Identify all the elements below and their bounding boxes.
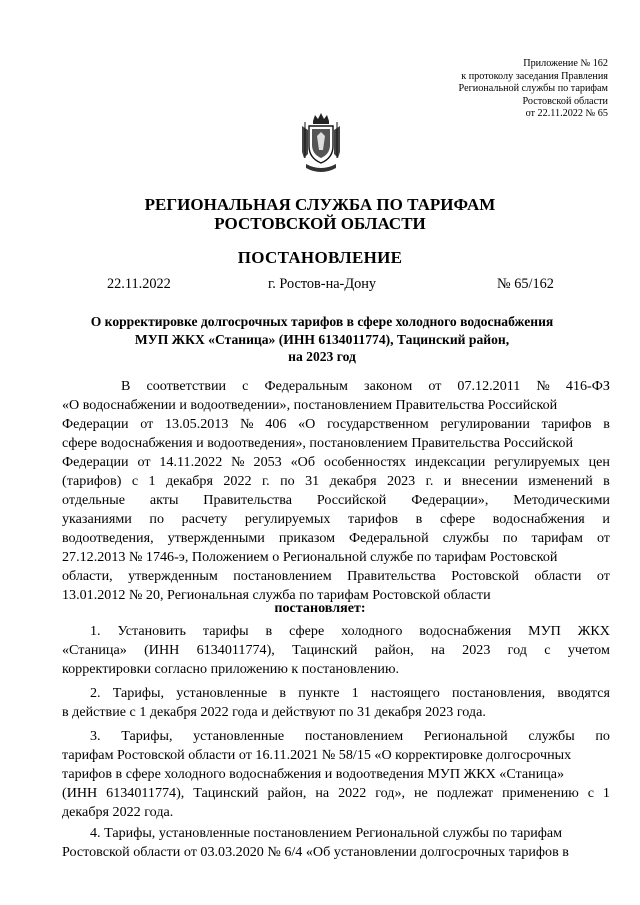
word: 1 [602,785,610,801]
word: установленные [193,728,285,744]
agency-name-line1: РЕГИОНАЛЬНАЯ СЛУЖБА ПО ТАРИФАМ [144,195,496,214]
word: 13.05.2013 [165,416,229,432]
text-line [62,844,610,861]
word: законом [364,378,413,394]
word: ЖКХ [577,623,610,639]
word: Ростовской области от 03.03.2020 № 6/4 «Об установлении долгосрочных тарифов в [62,844,569,860]
text-line [62,549,610,566]
word: водоснабжения [492,511,585,527]
word: район, [267,785,307,801]
word: МУП [528,623,561,639]
subject-line: МУП ЖКХ «Станица» (ИНН 6134011774), Тацинский район, [134,331,510,347]
text-line [62,766,610,783]
word: 416-ФЗ [565,378,610,394]
word: от [137,454,151,470]
word: водоснабжения [419,623,512,639]
word: вводятся [557,685,610,701]
text-line [62,511,610,528]
subject-line: на 2023 год [288,349,356,364]
word: по [280,473,295,489]
text-line [62,530,610,547]
word: (ИНН [62,785,98,801]
document-type-title: ПОСТАНОВЛЕНИЕ [237,248,403,267]
word: г. [425,473,434,489]
word: цен [588,454,610,470]
word: «Станица» [62,642,127,658]
word: холодного [341,623,403,639]
word: пункте [298,685,340,701]
word: год», [375,785,406,801]
word: 4. Тарифы, установленные постановлением Региональной службы по тарифам [90,825,563,841]
word: 2022 [338,785,367,801]
word: постановлением [233,568,332,584]
word: расчету [181,511,228,527]
word: район, [374,642,414,658]
word: акты [149,492,179,508]
word: от [596,530,610,546]
word: регулируемых [494,454,580,470]
word: 6134011774), [196,642,275,658]
word: в [265,623,273,639]
word: № [240,416,254,432]
word: внесении [461,473,518,489]
word: 6134011774), [106,785,185,801]
word: № [536,378,550,394]
word: Российской [316,492,387,508]
word: сфере [289,623,325,639]
word: в [603,473,610,489]
word: службы [528,728,575,744]
word: регулировании [440,416,530,432]
word: Тарифы, [112,685,164,701]
text-line [90,728,610,745]
appendix-line: от 22.11.2022 № 65 [525,108,608,120]
word: на [431,642,445,658]
word: декабря [165,473,213,489]
text-line [62,785,610,802]
word: и [602,511,610,527]
word: указаниями [62,511,132,527]
text-line [62,704,610,721]
agency-name-line2: РОСТОВСКОЙ ОБЛАСТИ [214,214,426,233]
text-line [62,473,610,490]
word: 14.11.2022 [159,454,223,470]
word: учетом [567,642,610,658]
document-date: 22.11.2022 [107,276,171,292]
word: 27.12.2013 № 1746-э, Положением о Региональной службе по тарифам Ростовской [62,549,558,565]
word: Методическими [513,492,610,508]
document-number: № 65/162 [497,276,554,292]
word: сфере водоснабжения и водоотведения», постановлением Правительства Российской [62,435,573,451]
text-line [62,568,610,585]
text-line [90,623,610,640]
word: не [413,785,428,801]
word: в [415,511,423,527]
word: с [587,785,594,801]
word: Тарифы, [121,728,173,744]
word: приказом [278,530,336,546]
word: Региональной [423,728,508,744]
word: Федерации [62,454,129,470]
word: год [507,642,527,658]
word: изменений [528,473,593,489]
word: по [502,530,518,546]
appendix-line: Ростовской области [522,95,608,107]
word: «О водоснабжении и водоотведении», постановлением Правительства Российской [62,397,558,413]
appendix-note [459,58,608,121]
word: 2023 [462,642,491,658]
text-line [62,661,610,678]
word: в [279,685,287,701]
word: от [140,416,154,432]
word: (ИНН [144,642,180,658]
document-subject [62,313,582,366]
word: (тарифов) [62,473,122,489]
word: от [428,378,442,394]
word: водоотведения, [62,530,154,546]
word: отдельные [62,492,125,508]
word: тарифам Ростовской области от 16.11.2021 № 58/15 «О корректировке долгосрочных [62,747,572,763]
word: утвержденными [167,530,265,546]
word: по [595,728,610,744]
word: применению [502,785,579,801]
word: Ростовской [451,568,519,584]
text-line [62,435,610,452]
text-line [62,416,610,433]
word: от [596,568,610,584]
word: тарифов в сфере холодного водоснабжения и водоотведения МУП ЖКХ «Станица» [62,766,565,782]
word: «Об [290,454,315,470]
word: 3. [90,728,101,744]
word: с [131,473,139,489]
appendix-line: Приложение № 162 [523,58,608,69]
text-line [62,492,610,509]
word: Тацинский [292,642,358,658]
word: 13.01.2012 № 20, Региональная служба по тарифам Ростовской области [62,587,491,603]
word: государственном [327,416,429,432]
word: В [121,378,131,394]
word: области [534,568,582,584]
decides-heading: постановляет: [274,600,366,616]
text-line [62,397,610,414]
word: Правительства [203,492,292,508]
word: Тацинский [193,785,259,801]
word: индексации [414,454,486,470]
appendix-line: к протоколу заседания Правления [461,70,608,82]
word: 406 [265,416,287,432]
word: установленные [176,685,268,701]
word: с [544,642,551,658]
word: Федерации [62,416,129,432]
word: области, [62,568,113,584]
word: декабря [329,473,377,489]
text-line [121,378,610,395]
word: 31 [305,473,320,489]
word: 1 [351,685,359,701]
word: 07.12.2011 [457,378,521,394]
word: тарифы [202,623,249,639]
word: в [603,416,610,432]
text-line [90,685,610,702]
word: г. [261,473,270,489]
word: декабря 2022 года. [62,804,174,820]
word: Федеральным [264,378,348,394]
word: подлежат [436,785,494,801]
word: соответствии [146,378,227,394]
word: Правительства [347,568,436,584]
text-line [62,454,610,471]
word: службы [442,530,489,546]
text-line [62,747,610,764]
word: постановлением [304,728,404,744]
appendix-line: Региональной службы по тарифам [458,83,608,95]
document-city: г. Ростов-на-Дону [268,276,377,292]
word: № [231,454,245,470]
word: сфере [439,511,476,527]
word: тарифам [531,530,583,546]
word: настоящего [370,685,440,701]
word: с [242,378,249,394]
word: Установить [117,623,186,639]
subject-line: О корректировке долгосрочных тарифов в сфере холодного водоснабжения [90,314,554,329]
word: 2. [90,685,101,701]
text-line [62,642,610,659]
word: 1 [148,473,156,489]
word: утвержденным [128,568,218,584]
word: Федеральной [348,530,429,546]
text-line [90,825,610,842]
word: 1. [90,623,101,639]
word: 2023 [387,473,416,489]
coat-of-arms-icon [300,112,342,176]
word: на [315,785,330,801]
word: «О [298,416,316,432]
word: Федерации», [411,492,489,508]
word: тарифов [348,511,399,527]
word: по [149,511,165,527]
word: тарифов [541,416,592,432]
word: регулируемых [244,511,331,527]
word: 2053 [253,454,282,470]
word: постановления, [451,685,546,701]
word: и [443,473,452,489]
word: 2022 [223,473,252,489]
word: в действие с 1 декабря 2022 года и действуют по 31 декабря 2023 года. [62,704,486,720]
word: особенностях [323,454,407,470]
word: корректировки согласно приложению к постановлению. [62,661,400,677]
text-line [62,804,610,821]
